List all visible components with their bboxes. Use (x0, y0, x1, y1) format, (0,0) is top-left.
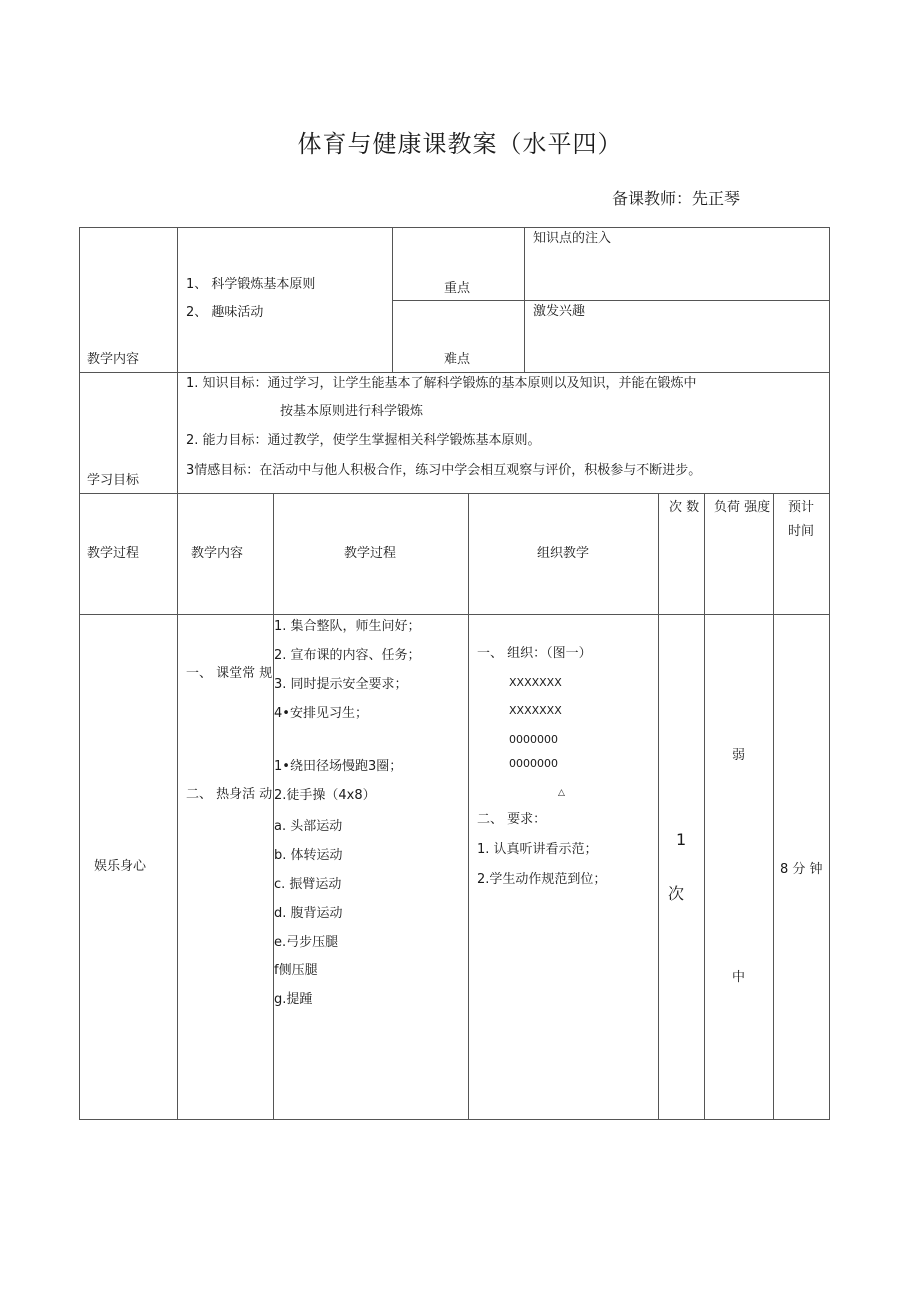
process-line: 4•安排见习生； (274, 706, 368, 721)
stage-label: 娱乐身心 (94, 859, 147, 874)
table-divider (773, 493, 774, 1120)
stage-content-item: 二、 热身活 动 (186, 787, 273, 802)
process-line: 1•绕田径场慢跑3圈； (274, 759, 403, 774)
table-divider (79, 614, 830, 615)
process-line: 3. 同时提示安全要求； (274, 677, 408, 692)
process-line: g.提踵 (274, 992, 313, 1007)
header-organization: 组织教学 (537, 546, 590, 561)
table-border-top (79, 227, 830, 228)
formation-row: XXXXXXX (509, 676, 562, 689)
process-line: a. 头部运动 (274, 819, 343, 834)
org-line: 二、 要求： (477, 812, 547, 827)
process-line: 1. 集合整队，师生问好； (274, 619, 421, 634)
objective-line: 1. 知识目标：通过学习，让学生能基本了解科学锻炼的基本原则以及知识，并能在锻炼中 (186, 376, 697, 391)
objective-line: 2. 能力目标：通过教学，使学生掌握相关科学锻炼基本原则。 (186, 433, 541, 448)
org-line: 1. 认真听讲看示范； (477, 842, 598, 857)
header-time-line1: 预计 (788, 500, 815, 515)
intensity-value: 弱 (732, 748, 746, 763)
page-title: 体育与健康课教案（水平四） (297, 130, 623, 158)
header-intensity: 负荷 强度 (714, 500, 771, 515)
org-line: 一、 组织：（图一） (477, 646, 592, 661)
key-point-label: 重点 (444, 281, 471, 296)
count-unit: 次 (668, 884, 685, 903)
table-divider (524, 227, 525, 372)
objectives-row-label: 学习目标 (87, 473, 140, 488)
teacher-line: 备课教师：先正琴 (612, 189, 741, 208)
header-stage: 教学过程 (87, 546, 140, 561)
process-line: f侧压腿 (274, 963, 318, 978)
content-item: 2、 趣味活动 (186, 305, 264, 320)
formation-row: 0000000 (509, 733, 558, 746)
header-process: 教学过程 (344, 546, 397, 561)
formation-row: XXXXXXX (509, 704, 562, 717)
process-line: 2. 宣布课的内容、任务； (274, 648, 421, 663)
objective-line: 按基本原则进行科学锻炼 (280, 404, 424, 419)
table-divider (704, 493, 705, 1120)
process-line: d. 腹背运动 (274, 906, 343, 921)
intensity-value: 中 (732, 970, 746, 985)
process-line: 2.徒手操（4x8） (274, 788, 376, 803)
table-border-bottom (79, 1119, 830, 1120)
table-divider (79, 372, 830, 373)
table-border-left (79, 227, 80, 1120)
table-divider (392, 227, 393, 372)
difficulty-label: 难点 (444, 352, 471, 367)
org-line: 2.学生动作规范到位； (477, 872, 607, 887)
table-divider (177, 227, 178, 1120)
header-time-line2: 时间 (788, 524, 815, 539)
formation-row: 0000000 (509, 757, 558, 770)
header-count: 次 数 (669, 500, 700, 515)
process-line: e.弓步压腿 (274, 935, 339, 950)
table-divider (468, 493, 469, 1120)
content-item: 1、 科学锻炼基本原则 (186, 277, 316, 292)
process-line: b. 体转运动 (274, 848, 343, 863)
table-divider (273, 493, 274, 1120)
table-divider (392, 300, 830, 301)
table-divider (658, 493, 659, 1120)
difficulty-value: 激发兴趣 (533, 304, 586, 319)
count-number: 1 (676, 830, 687, 849)
stage-content-item: 一、 课堂常 规 (186, 666, 273, 681)
table-divider (79, 493, 830, 494)
teacher-position-icon: △ (558, 788, 565, 798)
process-line: c. 振臂运动 (274, 877, 342, 892)
header-content: 教学内容 (191, 546, 244, 561)
key-point-value: 知识点的注入 (533, 231, 612, 246)
content-row-label: 教学内容 (87, 352, 140, 367)
objective-line: 3情感目标：在活动中与他人积极合作，练习中学会相互观察与评价，积极参与不断进步。 (186, 463, 702, 478)
table-border-right (829, 227, 830, 1120)
time-value: 8 分 钟 (780, 862, 823, 877)
